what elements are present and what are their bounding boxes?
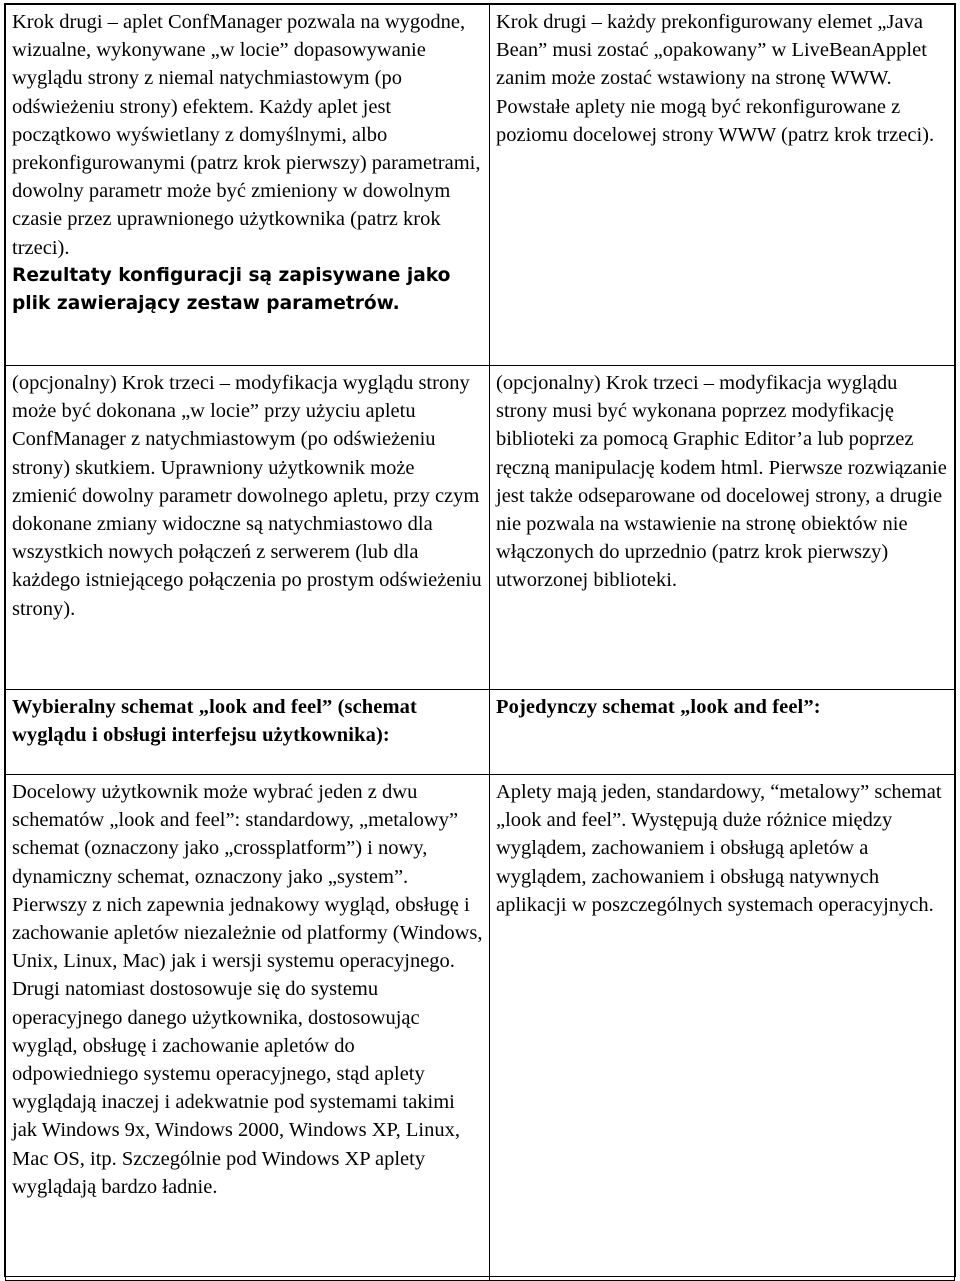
table-row: [6, 5, 955, 366]
table-row: [6, 690, 955, 775]
paragraph: Docelowy użytkownik może wybrać jeden z dwu schematów „look and feel”: standardowy, „metalowy” schemat (oznaczony jako „crossplatform”) i nowy, dynamiczny schemat, oznaczony jako „system”. Pierwszy z nich zapewnia jednakowy wygląd, obsługę i zachowanie apletów niezależnie od platformy (Windows, Unix, Linux, Mac) jak i wersji systemu operacyjnego. Drugi natomiast dostosowuje się do systemu operacyjnego danego użytkownika, dostosowując wygląd, obsługę i zachowanie apletów do odpowiedniego systemu operacyjnego, stąd aplety wyglądają inaczej i adekwatnie pod systemami takimi jak Windows 9x, Windows 2000, Windows XP, Linux, Mac OS, itp. Szczególnie pod Windows XP aplety wyglądają bardzo ładnie.: [12, 781, 483, 1198]
paragraph: Krok drugi – aplet ConfManager pozwala na wygodne, wizualne, wykonywane „w locie” dopasowywanie wyglądu strony z niemal natychmiastowym (po odświeżeniu strony) efektem. Każdy aplet jest początkowo wyświetlany z domyślnymi, albo prekonfigurowanymi (patrz krok pierwszy) parametrami, dowolny parametr może być zmieniony w dowolnym czasie przez uprawnionego użytkownika (patrz krok trzeci).: [12, 11, 481, 259]
paragraph: Krok drugi – każdy prekonfigurowany elemet „Java Bean” musi zostać „opakowany” w LiveBeanApplet zanim może zostać wstawiony na stronę WWW. Powstałe aplety nie mogą być rekonfigurowane z poziomu docelowej strony WWW (patrz krok trzeci).: [496, 11, 935, 146]
table-row: [6, 366, 955, 690]
cell-livebean-step-two: [490, 5, 955, 366]
cell-heading-single-laf: [490, 690, 955, 775]
cell-heading-selectable-laf: [6, 690, 490, 775]
table-row: [6, 775, 955, 1281]
paragraph: Aplety mają jeden, standardowy, “metalowy” schemat „look and feel”. Występują duże różnice między wyglądem, zachowaniem i obsługą apletów a wyglądem, zachowaniem i obsługą natywnych aplikacji w poszczególnych systemach operacyjnych.: [496, 781, 942, 916]
paragraph: (opcjonalny) Krok trzeci – modyfikacja wyglądu strony musi być wykonana poprzez modyfikację biblioteki za pomocą Graphic Editor’a lub poprzez ręczną manipulację kodem html. Pierwsze rozwiązanie jest także odseparowane od docelowej strony, a drugie nie pozwala na wstawienie na stronę obiektów nie włączonych do uprzednio (patrz krok pierwszy) utworzonej biblioteki.: [496, 372, 947, 592]
comparison-table: [5, 4, 955, 1281]
cell-selectable-laf-description: [6, 775, 490, 1281]
section-heading: Pojedynczy schemat „look and feel”:: [496, 696, 821, 718]
cell-single-laf-description: [490, 775, 955, 1281]
cell-confmanager-step-three: [6, 366, 490, 690]
cell-confmanager-step-two: [6, 5, 490, 366]
paragraph: (opcjonalny) Krok trzeci – modyfikacja wyglądu strony może być dokonana „w locie” przy użyciu apletu ConfManager z natychmiastowym (po odświeżeniu strony) skutkiem. Uprawniony użytkownik może zmienić dowolny parametr dowolnego apletu, przy czym dokonane zmiany widoczne są natychmiastowo dla wszystkich nowych połączeń z serwerem (lub dla każdego istniejącego połączenia po prostym odświeżeniu strony).: [12, 372, 482, 620]
comparison-document: [4, 3, 956, 1277]
paragraph-bold: Rezultaty konfiguracji są zapisywane jako plik zawierający zestaw parametrów.: [12, 264, 451, 315]
cell-livebean-step-three: [490, 366, 955, 690]
section-heading: Wybieralny schemat „look and feel” (schemat wyglądu i obsługi interfejsu użytkownika):: [12, 696, 417, 747]
